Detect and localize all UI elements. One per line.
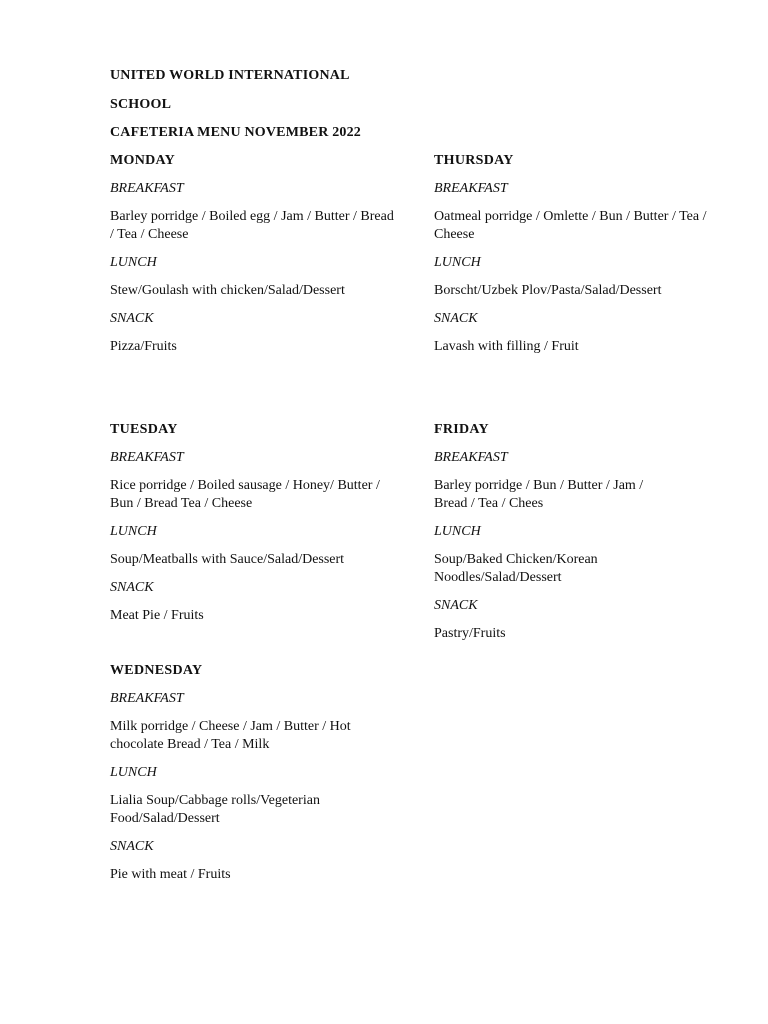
- day-tuesday: [110, 421, 400, 635]
- lunch-items: Soup/Meatballs with Sauce/Salad/Dessert: [110, 552, 345, 567]
- day-title: TUESDAY: [110, 422, 178, 437]
- snack-items: Meat Pie / Fruits: [110, 608, 204, 623]
- day-thursday: [434, 152, 724, 366]
- snack-items: Pizza/Fruits: [110, 339, 177, 354]
- breakfast-items: Oatmeal porridge / Omlette / Bun / Butter / Tea / Cheese: [434, 209, 707, 242]
- lunch-label: LUNCH: [434, 255, 481, 270]
- snack-label: SNACK: [110, 311, 154, 326]
- day-wednesday: [110, 662, 385, 894]
- breakfast-label: BREAKFAST: [110, 181, 184, 196]
- breakfast-label: BREAKFAST: [110, 450, 184, 465]
- snack-items: Pie with meat / Fruits: [110, 867, 231, 882]
- lunch-label: LUNCH: [110, 765, 157, 780]
- lunch-label: LUNCH: [434, 524, 481, 539]
- snack-label: SNACK: [110, 839, 154, 854]
- breakfast-label: BREAKFAST: [434, 450, 508, 465]
- lunch-items: Lialia Soup/Cabbage rolls/Vegeterian Food/Salad/Dessert: [110, 793, 320, 826]
- day-friday: [434, 421, 674, 653]
- snack-label: SNACK: [434, 311, 478, 326]
- lunch-label: LUNCH: [110, 255, 157, 270]
- breakfast-label: BREAKFAST: [434, 181, 508, 196]
- day-title: FRIDAY: [434, 422, 489, 437]
- snack-label: SNACK: [434, 598, 478, 613]
- lunch-items: Borscht/Uzbek Plov/Pasta/Salad/Dessert: [434, 283, 662, 298]
- lunch-items: Stew/Goulash with chicken/Salad/Dessert: [110, 283, 345, 298]
- lunch-label: LUNCH: [110, 524, 157, 539]
- lunch-items: Soup/Baked Chicken/Korean Noodles/Salad/Dessert: [434, 552, 598, 585]
- school-name-line-2: SCHOOL: [110, 97, 172, 112]
- breakfast-items: Barley porridge / Boiled egg / Jam / Butter / Bread / Tea / Cheese: [110, 209, 394, 242]
- day-title: WEDNESDAY: [110, 663, 203, 678]
- breakfast-items: Rice porridge / Boiled sausage / Honey/ Butter / Bun / Bread Tea / Cheese: [110, 478, 380, 511]
- breakfast-items: Barley porridge / Bun / Butter / Jam / Bread / Tea / Chees: [434, 478, 644, 511]
- day-title: THURSDAY: [434, 153, 514, 168]
- school-name-line-1: UNITED WORLD INTERNATIONAL: [110, 68, 350, 83]
- day-monday: [110, 152, 400, 366]
- breakfast-items: Milk porridge / Cheese / Jam / Butter / Hot chocolate Bread / Tea / Milk: [110, 719, 351, 752]
- breakfast-label: BREAKFAST: [110, 691, 184, 706]
- menu-title: CAFETERIA MENU NOVEMBER 2022: [110, 125, 362, 140]
- snack-items: Pastry/Fruits: [434, 626, 506, 641]
- day-title: MONDAY: [110, 153, 176, 168]
- snack-label: SNACK: [110, 580, 154, 595]
- snack-items: Lavash with filling / Fruit: [434, 339, 579, 354]
